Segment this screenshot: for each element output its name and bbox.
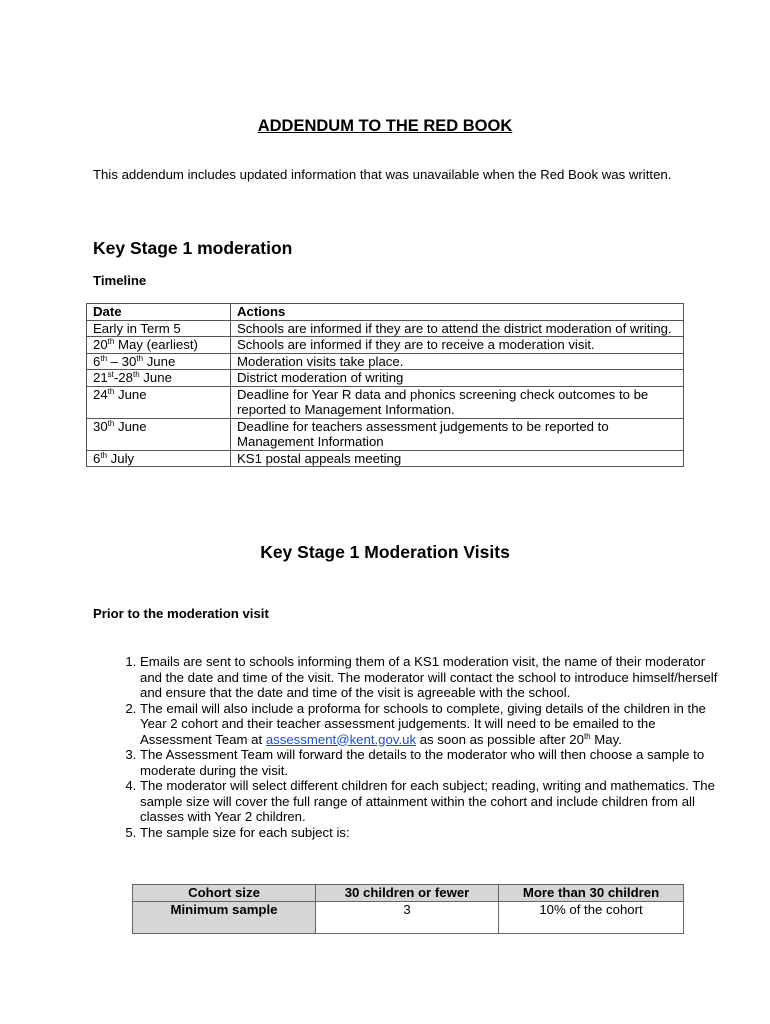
action-cell: Deadline for Year R data and phonics screening check outcomes to be reported to Management Information. [231, 386, 684, 418]
date-cell: 6th July [87, 450, 231, 467]
row-label-minimum-sample: Minimum sample [133, 902, 316, 934]
list-item: 2. The email will also include a proforma for schools to complete, giving details of the children in the Year 2 cohort and their teacher assessment judgements. It will need to be emailed to the Assessment Team at assessment@kent.gov.uk as soon as possible after 20th May. [140, 701, 730, 748]
table-row [87, 450, 684, 467]
date-cell: 21st-28th June [87, 370, 231, 387]
table-row [87, 337, 684, 354]
header-more-than-30: More than 30 children [499, 885, 684, 902]
table-row [87, 353, 684, 370]
action-cell: Schools are informed if they are to attend the district moderation of writing. [231, 320, 684, 337]
date-cell: Early in Term 5 [87, 320, 231, 337]
section-heading-moderation-visits: Key Stage 1 Moderation Visits [260, 542, 510, 562]
prior-to-visit-subheading: Prior to the moderation visit [93, 606, 269, 621]
date-cell: 6th – 30th June [87, 353, 231, 370]
section-heading-ks1-moderation: Key Stage 1 moderation [93, 238, 293, 258]
timeline-subheading: Timeline [93, 273, 147, 288]
sample-size-table [132, 884, 684, 934]
list-item: 1. Emails are sent to schools informing them of a KS1 moderation visit, the name of their moderator and the date and time of the visit. The moderator will contact the school to introduce himself/herself and ensure that the date and time of the visit is agreeable with the school. [140, 654, 730, 701]
header-cohort-size: Cohort size [133, 885, 316, 902]
header-30-or-fewer: 30 children or fewer [316, 885, 499, 902]
steps-list [93, 654, 730, 840]
table-row [87, 418, 684, 450]
table-row [87, 320, 684, 337]
sample-value-large: 10% of the cohort [499, 902, 684, 934]
header-date: Date [87, 304, 231, 321]
date-cell: 24th June [87, 386, 231, 418]
table-header-row [133, 885, 684, 902]
table-header-row [87, 304, 684, 321]
action-cell: Moderation visits take place. [231, 353, 684, 370]
page-title: ADDENDUM TO THE RED BOOK [257, 117, 513, 135]
table-row [87, 370, 684, 387]
table-row [133, 902, 684, 934]
date-cell: 30th June [87, 418, 231, 450]
action-cell: Deadline for teachers assessment judgements to be reported to Management Information [231, 418, 684, 450]
timeline-table [86, 303, 684, 467]
table-row [87, 386, 684, 418]
list-item: 4. The moderator will select different children for each subject; reading, writing and mathematics. The sample size will cover the full range of attainment within the cohort and include children from all classes with Year 2 children. [140, 778, 730, 825]
list-item: 5. The sample size for each subject is: [140, 825, 730, 841]
sample-value-small: 3 [316, 902, 499, 934]
email-link[interactable]: assessment@kent.gov.uk [265, 731, 417, 747]
intro-paragraph: This addendum includes updated information that was unavailable when the Red Book was written. [93, 167, 672, 182]
header-actions: Actions [231, 304, 684, 321]
action-cell: Schools are informed if they are to receive a moderation visit. [231, 337, 684, 354]
action-cell: KS1 postal appeals meeting [231, 450, 684, 467]
list-item: 3. The Assessment Team will forward the details to the moderator who will then choose a sample to moderate during the visit. [140, 747, 730, 778]
date-cell: 20th May (earliest) [87, 337, 231, 354]
action-cell: District moderation of writing [231, 370, 684, 387]
